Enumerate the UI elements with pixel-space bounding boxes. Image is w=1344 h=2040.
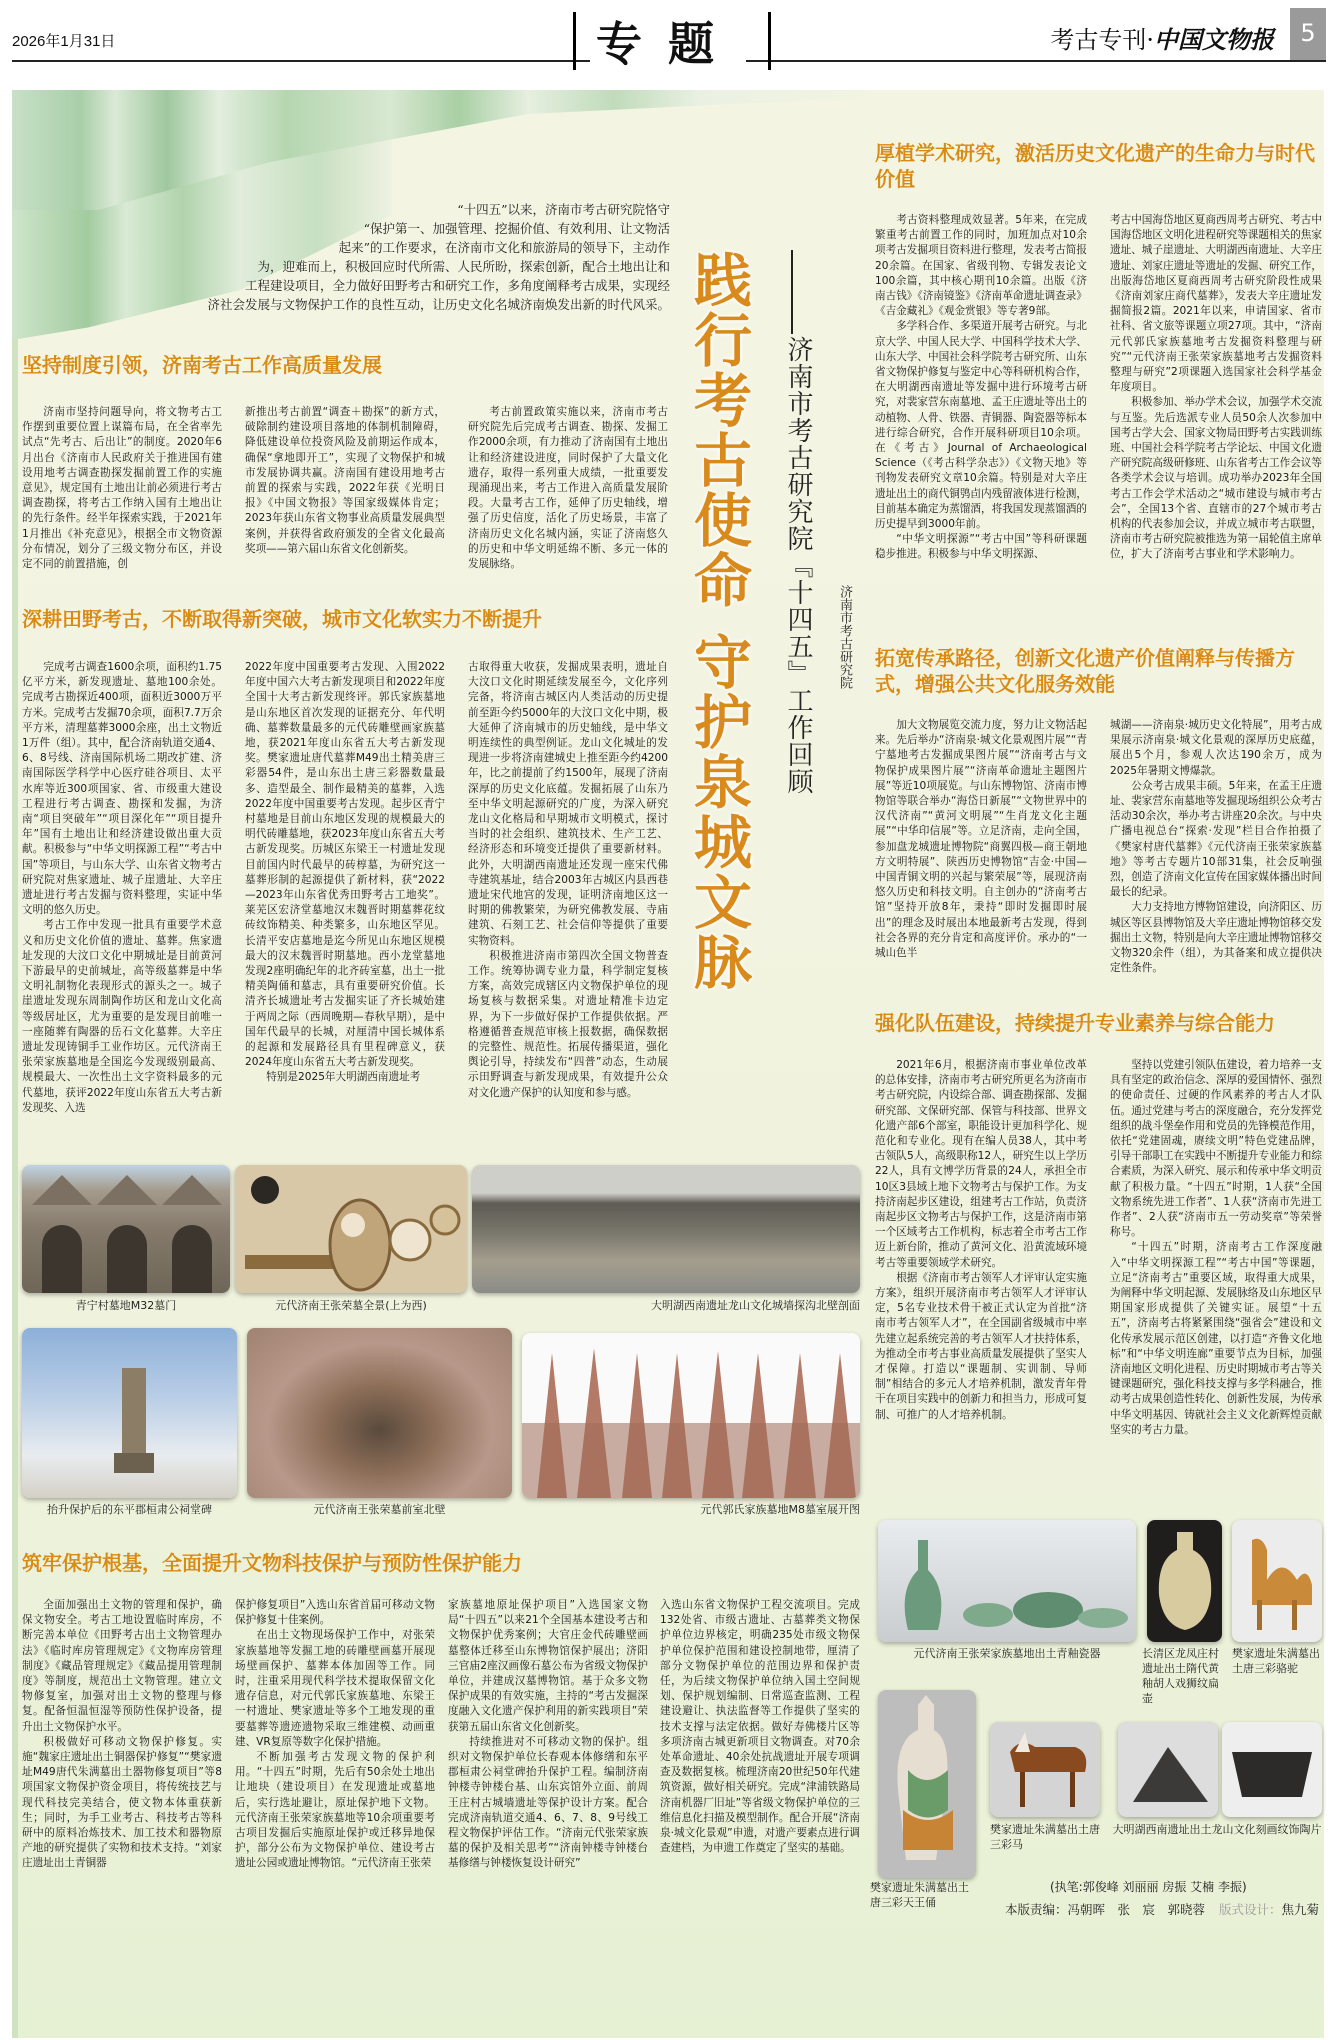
paragraph: 特别是2025年大明湖西南遗址考 bbox=[266, 1071, 421, 1084]
photo-caption: 元代郭氏家族墓地M8墓室展开图 bbox=[700, 1503, 860, 1516]
horse-illustration bbox=[990, 1722, 1100, 1817]
photo-caption: 大明湖西南遗址龙山文化城墙探沟北壁剖面 bbox=[651, 1299, 860, 1312]
intro-line: 济社会发展与文物保护工作的良性互动，让历史文化名城济南焕发出新的时代风采。 bbox=[207, 297, 670, 312]
feature-main-title: 践行考古使命 守护泉城文脉 bbox=[684, 250, 752, 993]
photo-heavenly-king bbox=[878, 1690, 976, 1878]
feature-subtitle: 济南市考古研究院『十四五』工作回顾 bbox=[783, 336, 813, 795]
issue-date: 2026年1月31日 bbox=[12, 33, 116, 50]
photo-m8-unfolded bbox=[522, 1333, 860, 1498]
paragraph: 不断加强考古发现文物的保护利用。“十四五”时期，先后有50余处土地出让地块（建设项目）在发现遗址或墓地后，实行选址避让，原址保护地下文物。元代济南王张荣家族墓地等10余项重要考古项目发掘后实施原址保护或迁移异地保护，部分公布为文物保护单位、建设考古遗址公园或遗址博物馆。“元代济南王张荣 bbox=[235, 1751, 435, 1870]
paragraph: 保护修复项目”入选山东省首届可移动文物保护修复十佳案例。 bbox=[235, 1599, 435, 1627]
intro-line: 为，迎难而上，积极回应时代所需、人民所盼，探索创新，配合土地出让和 bbox=[257, 259, 670, 274]
section-heading: 强化队伍建设，持续提升专业素养与综合能力 bbox=[875, 1011, 1275, 1035]
paragraph: 考古资料整理成效显著。5年来，在完成繁重考古前置工作的同时，加班加点对10余项考古发掘项目资料进行整理，发表考古简报20余篇。在国家、省级刊物、专辑发表论文100余篇，其中核心期刊10余篇。出版《济南古钱》《济南镜鉴》《济南革命遗址调查录》《吉金藏礼》《观金赏银》等专著9部。 bbox=[875, 214, 1087, 318]
photo-caption: 长清区龙凤庄村遗址出土隋代黄釉胡人戏狮纹扁壶 bbox=[1142, 1647, 1219, 1705]
brand-logo: 中国文物报 bbox=[1154, 25, 1274, 54]
editors-credit bbox=[1005, 1900, 1319, 1918]
article-column bbox=[448, 1598, 648, 2008]
editors-names: 冯朝晖 张 宸 郭晓蓉 bbox=[1067, 1902, 1206, 1917]
header-divider-right bbox=[768, 12, 771, 70]
tomb-plan-illustration bbox=[235, 1165, 467, 1293]
photo-zhangrong-tomb bbox=[235, 1165, 467, 1293]
section-title: 专题 bbox=[590, 8, 746, 74]
paragraph: 城湖——济南泉·城历史文化特展”，用考古成果展示济南泉·城文化景观的深厚历史底蕴，展出5个月，参观人次达190余万，成为2025年暑期文博爆款。 bbox=[1110, 719, 1322, 777]
shard-illustration bbox=[1222, 1722, 1322, 1817]
paragraph: “十四五”时期，济南考古工作深度融入“中华文明探源工程”“考古中国”等课题，立足“济南考古”重要区域，取得重大成果，为阐释中华文明起源、发展脉络及山东地区早期国家形成提供了关键实证。展望“十五五”，济南考古将紧紧围绕“强省会”建设和文化传承发展示范区创建，以打造“齐鲁文化地标”和“中华文明连廊”重要节点为目标，加强济南地区文明化进程、历史时期城市考古等关键课题研究，强化科技支撑与多学科融合，推动考古成果创造性转化、创新性发展，为传承中华文明基因、铸就社会主义文化新辉煌贡献坚实的考古力量。 bbox=[1110, 1241, 1322, 1436]
article-column bbox=[468, 405, 668, 590]
column-name: 考古专刊· bbox=[1050, 26, 1154, 54]
photo-horse bbox=[990, 1722, 1100, 1817]
photo-stele bbox=[22, 1328, 237, 1498]
photo-caption: 樊家遗址朱满墓出土唐三彩天王俑 bbox=[870, 1881, 969, 1909]
mural-unfolded-illustration bbox=[522, 1333, 860, 1498]
article-column bbox=[245, 405, 445, 590]
photo-camel bbox=[1232, 1520, 1322, 1642]
shard-illustration bbox=[1118, 1722, 1218, 1817]
header-divider-left bbox=[573, 12, 576, 70]
photo-pottery-shard-1 bbox=[1118, 1722, 1218, 1817]
design-label: 版式设计： bbox=[1219, 1902, 1282, 1917]
paragraph: 考古工作中发现一批具有重要学术意义和历史文化价值的遗址、墓葬。焦家遗址发现的大汶口文化中期城址是目前黄河下游最早的史前城址，高等级墓葬是中华文明礼制物化表现形式的源头之一。城子崖遗址发现东周制陶作坊区和龙山文化高等级居址区，尤为重要的是发现目前唯一一座随葬有陶器的岳石文化墓葬。大辛庄遗址发现铸铜手工业作坊区。元代济南王张荣家族墓地是全国迄今发现级别最高、规模最大、一次性出土文字资料最多的元代墓地，获评2022年度山东省五大考古新发现奖、入选 bbox=[22, 919, 222, 1114]
photo-tomb-north-wall bbox=[247, 1328, 512, 1498]
photo-caption: 抬升保护后的东平郡桓肃公祠堂碑 bbox=[47, 1503, 212, 1516]
paragraph: 考古中国海岱地区夏商西周考古研究、考古中国海岱地区文明化进程研究等课题相关的焦家遗址、城子崖遗址、大明湖西南遗址、大辛庄遗址、刘家庄遗址等遗址的发掘、研究工作，出版海岱地区夏商西周考古研究阶段性成果《济南刘家庄商代墓葬》，发表大辛庄遗址发掘简报2篇。2021年以来，申请国家、省市社科、省文旅等课题立项27项。其中，“济南元代郭氏家族墓地考古发掘资料整理与研究”“元代济南王张荣家族墓地考古发掘资料整理与研究”2项课题入选国家社会科学基金年度项目。 bbox=[1110, 214, 1322, 394]
article-column bbox=[875, 1058, 1087, 1513]
subtitle-dash bbox=[791, 250, 793, 334]
paragraph: 坚持以党建引领队伍建设，着力培养一支具有坚定的政治信念、深厚的爱国情怀、强烈的使命责任、过硬的作风素养的考古人才队伍。通过党建与考古的深度融合，充分发挥党组织的战斗堡垒作用和党员的先锋模范作用，依托“党建固魂，赓续文明”特色党建品牌，引导干部职工在实践中不断提升专业能力和综合素质，为深入研究、展示和传承中华文明贡献了积极力量。“十四五”时期，1人获“全国文物系统先进工作者”、1人获“济南市先进工作者”、2人获“济南市五一劳动奖章”等荣誉称号。 bbox=[1110, 1059, 1322, 1239]
intro-line: “保护第一、加强管理、挖掘价值、有效利用、让文物活 bbox=[363, 221, 670, 236]
intro-line: 工程建设项目，全力做好田野考古和研究工作，多角度阐释考古成果，实现经 bbox=[244, 278, 670, 293]
celadon-illustration bbox=[878, 1520, 1136, 1642]
writers-credit: (执笔:郭俊峰 刘丽丽 房振 艾楠 李振) bbox=[1050, 1880, 1247, 1894]
author-org: 济南市考古研究院 bbox=[837, 585, 852, 689]
article-column bbox=[1110, 718, 1322, 988]
flask-illustration bbox=[1147, 1520, 1222, 1642]
masthead bbox=[1042, 20, 1274, 55]
photo-caption: 樊家遗址朱满墓出土唐三彩马 bbox=[990, 1823, 1100, 1851]
camel-illustration bbox=[1232, 1520, 1322, 1642]
article-column bbox=[1110, 213, 1322, 633]
paragraph: 根据《济南市考古领军人才评审认定实施方案》，组织开展济南市考古领军人才评审认定，5名专业技术骨干被正式认定为首批“济南市考古领军人才”，在全国副省级城市中率先建立起系统完善的考古领军人才扶持体系，为推动全市考古事业高质量发展提供了坚实人才保障。打造以“课题制、实训制、导师制”相结合的多元人才培养机制，激发青年骨干在项目实践中的创新力和担当力，形成可复制、可推广的人才培养机制。 bbox=[875, 1271, 1087, 1421]
photo-caption: 元代济南王张荣家族墓地出土青釉瓷器 bbox=[913, 1647, 1101, 1660]
paragraph: 全面加强出土文物的管理和保护，确保文物安全。考古工地设置临时库房，不断完善本单位《田野考古出土文物管理办法》《临时库房管理规定》《文物库房管理制度》《藏品管理规定》《藏品提用管理制度》等制度，规范出土文物管理。建立文物修复室，加强对出土文物的整理与修复。配备恒温恒湿等预防性保护设备，提升出土文物保护水平。 bbox=[22, 1599, 222, 1733]
section-heading: 厚植学术研究，激活历史文化遗产的生命力与时代价值 bbox=[875, 141, 1315, 191]
paragraph: 积极推进济南市第四次全国文物普查工作。统筹协调专业力量，科学制定复核方案，高效完成辖区内文物保护单位的现场复核与数据采集。对遗址精准卡边定界，为下一步做好保护工作提供依据。严格遵循普查规范审核上报数据，确保数据的完整性、规范性。拓展传播渠道，强化舆论引导，持续发布“四普”动态，生动展示田野调查与新发现成果，有效提升公众对文化遗产保护的认知度和参与感。 bbox=[468, 949, 668, 1099]
paragraph: “中华文明探源”“考古中国”等科研课题稳步推进。积极参与中华文明探源、 bbox=[875, 533, 1087, 561]
section-heading: 深耕田野考古，不断取得新突破，城市文化软实力不断提升 bbox=[22, 607, 542, 631]
article-column bbox=[235, 1598, 435, 2008]
photo-caption: 元代济南王张荣墓前室北壁 bbox=[313, 1503, 446, 1516]
photo-tomb-gate bbox=[22, 1165, 230, 1293]
page-number: 5 bbox=[1290, 8, 1326, 60]
heavenly-king-illustration bbox=[878, 1690, 976, 1878]
paragraph: 大力支持地方博物馆建设，向济阳区、历城区等区县博物馆及大辛庄遗址博物馆移交发掘出土文物，特别是向大辛庄遗址博物馆移交文物320余件（组），为其备案和成立提供决定性条件。 bbox=[1110, 901, 1322, 975]
intro-line: “十四五”以来，济南市考古研究院恪守 bbox=[457, 202, 670, 217]
paragraph: 新推出考古前置“调查＋勘探”的新方式，破除制约建设项目落地的体制机制障碍，降低建设单位投资风险及前期运作成本，确保“拿地即开工”，实现了文物保护和城市发展协调共赢。济南国有建设用地考古前置的探索与实践，2022年获《光明日报》《中国文物报》等国家级媒体肯定；2023年获山东省文物事业高质量发展典型案例，并获得省政府颁发的全省文化最高奖项——第六届山东省文化创新奖。 bbox=[245, 406, 445, 555]
section-heading: 筑牢保护根基，全面提升文物科技保护与预防性保护能力 bbox=[22, 1551, 522, 1575]
photo-caption: 元代济南王张荣墓全景(上为西) bbox=[275, 1299, 427, 1312]
tomb-gate-illustration bbox=[22, 1165, 230, 1293]
section-heading: 拓宽传承路径，创新文化遗产价值阐释与传播方式，增强公共文化服务效能 bbox=[875, 646, 1295, 696]
photo-pottery-shard-2 bbox=[1222, 1722, 1322, 1817]
paragraph: 公众考古成果丰硕。5年来，在孟王庄遗址、裴家营东南墓地等发掘现场组织公众考古活动30余次，举办考古讲座20余次。与中央广播电视总台“探索·发现”栏目合作拍摄了《樊家村唐代墓葬》《元代济南王张荣家族墓地》等考古专题片10部31集，社会反响强烈，创造了济南文化宣传在国家媒体播出时间最长的纪录。 bbox=[1110, 779, 1322, 899]
paragraph: 考古前置政策实施以来，济南市考古研究院先后完成考古调查、勘探、发掘工作2000余项，有力推动了济南国有土地出让和经济建设进度，同时保护了大量文化遗存，取得一系列重大成绩，一批重要发现涌现出来，考古工作进入高质量发展阶段。大量考古工作，延伸了历史轴线，增强了历史信度，活化了历史场景，丰富了济南历史文化名城内涵，实证了济南悠久的历史和中华文明延绵不断、多元一体的发展脉络。 bbox=[468, 406, 668, 571]
photo-celadon-ware bbox=[878, 1520, 1136, 1642]
paragraph: 家族墓地原址保护项目”入选国家文物局“十四五”以来21个全国基本建设考古和文物保护优秀案例；大官庄金代砖雕壁画墓整体迁移至山东博物馆保护展出；济阳三官庙2座汉画像石墓公布为省级文物保护单位，并建成汉墓博物馆。基于众多文物保护成果的有效实施，主持的“考古发掘深度融入文化遗产保护利用的新实践项目”荣获第五届山东省文化创新奖。 bbox=[448, 1599, 648, 1733]
paragraph: 在出土文物现场保护工作中，对张荣家族墓地等发掘工地的砖雕壁画墓开展现场壁画保护、墓葬本体加固等工作。同时，注重采用现代科学技术提取保留文化遗存信息，对元代郭氏家族墓地、东梁王一村遗址、樊家遗址等多个工地发现的重要墓葬等遗迹遗物采取三维建模、动画重建、VR复原等数字化保护措施。 bbox=[235, 1629, 435, 1748]
section-heading: 坚持制度引领，济南考古工作高质量发展 bbox=[22, 353, 382, 377]
editors-label: 本版责编： bbox=[1005, 1902, 1068, 1917]
photo-city-wall-section bbox=[472, 1165, 860, 1293]
paragraph: 多学科合作、多渠道开展考古研究。与北京大学、中国人民大学、中国科学技术大学、山东大学、中国社会科学院考古研究所、山东省文物保护修复与鉴定中心等科研机构合作，在大明湖西南遗址等发掘中进行环境考古研究，对裴家营东南墓地、孟王庄遗址等出土的动植物、人骨、铁器、青铜器、陶瓷器等标本进行综合研究，合作开展科研项目10余项。在《考古》Journal of Archaeological Science（《考古科学杂志》）《文物天地》等刊物发表研究文章10余篇。特别是对大辛庄遗址出土的商代铜鸮卣内残留液体进行检测，目前基本确定为蒸馏酒，将我国发现蒸馏酒的历史提早到3000年前。 bbox=[875, 320, 1087, 531]
photo-caption: 樊家遗址朱满墓出土唐三彩骆驼 bbox=[1232, 1647, 1320, 1675]
photo-flask bbox=[1147, 1520, 1222, 1642]
designer-name: 焦九菊 bbox=[1281, 1902, 1320, 1917]
paragraph: 持续推进对不可移动文物的保护。组织对文物保护单位长春观本体修缮和东平郡桓肃公祠堂碑抬升保护工程。编制济南钟楼寺钟楼台基、山东宾馆外立面、前周王庄村古城墙遗址等保护设计方案。配合完成济南轨道交通4、6、7、8、9号线工程文物保护评估工作。“济南元代张荣家族墓的保护及相关思考”“济南钟楼寺钟楼台基修缮与钟楼恢复设计研究” bbox=[448, 1735, 648, 1870]
paragraph: 完成考古调查1600余项，面积约1.75亿平方米，新发现遗址、墓地100余处。完成考古勘探近400项，面积近3000万平方米。完成考古发掘70余项，面积7.7万余平方米，清理墓葬3000余座，出土文物近1万件（组）。其中，配合济南轨道交通4、6、8号线、济南国际机场二期改扩建、济南国际医学科学中心医疗硅谷项目、太平水库等近300项国家、省、市级重大建设工程进行考古调查、勘探和发掘，为济南“项目突破年”“项目深化年”“项目提升年”国有土地出让和经济建设做出重大贡献。积极参与“中华文明探源工程”“考古中国”等项目，与山东大学、山东省文物考古研究院对焦家遗址、城子崖遗址、大辛庄遗址进行考古发掘与资料整理，实证中华文明的悠久历史。 bbox=[22, 661, 222, 917]
article-column bbox=[875, 718, 1087, 988]
article-column bbox=[22, 660, 222, 1160]
paragraph: 加大文物展览交流力度，努力让文物活起来。先后举办“济南泉·城文化景观图片展”“青宁墓地考古发掘成果图片展”“济南考古与文物保护成果图片展”“济南革命遗址主题图片展”等近10项展览。与山东博物馆、济南市博物馆等联合举办“海岱日新展”“文物世界中的汉代济南”“黄河文明展”“生肖龙文化主题展”“中华印信展”等。立足济南，走向全国，参加盘龙城遗址博物院“商翼四极—商王朝地方文明特展”、陕西历史博物馆“吉金·中国—中国青铜文明的兴起与繁荣展”等，展现济南悠久历史和科技文明。自主创办的“济南考古馆”坚持开放8年，秉持“即时发掘即时展出”的理念及时展出本地最新考古发现，得到社会各界的充分肯定和高度评价。承办的“一城山色半 bbox=[875, 719, 1087, 960]
photo-caption: 大明湖西南遗址出土龙山文化刻画纹饰陶片 bbox=[1112, 1823, 1322, 1836]
paragraph: 2021年6月，根据济南市事业单位改革的总体安排，济南市考古研究所更名为济南市考古研究院，内设综合部、调查勘探部、发掘研究部、文保研究部、保管与科技部、世界文化遗产部6个部室，职能设计更加科学化、规范化和专业化。现有在编人员38人，其中考古领队5人，高级职称12人，研究生以上学历22人，具有文博学历背景的24人，承担全市10区3县域上地下文物考古与保护工作。为支持济南起步区建设，组建考古工作站，负责济南起步区文物考古与保护工作，这是济南市第一个区域考古工作机构，标志着全市考古工作迈上新台阶，推动了黄河文化、沿黄流域环境考古等重要领域学术研究。 bbox=[875, 1059, 1087, 1269]
paragraph: 2022年度中国重要考古发现、入围2022年度中国六大考古新发现项目和2022年度全国十大考古新发现终评。郭氏家族墓地是山东地区首次发现的证据充分、年代明确、墓葬数量最多的元代砖雕壁画家族墓地，获2021年度山东省五大考古新发现奖。樊家遗址唐代墓葬M49出土精美唐三彩器54件，是山东出土唐三彩器数量最多、造型最全、制作最精美的墓葬，入选2022年度中国重要考古发现。起步区青宁村墓地是目前山东地区发现的规模最大的明代砖雕墓地，获2023年度山东省五大考古新发现奖。历城区东梁王一村遗址发现目前国内时代最早的砖椁墓，为研究这一墓葬形制的起源提供了新材料，获“2022—2023年山东省优秀田野考古工地奖”。莱芜区宏济堂墓地汉末魏晋时期墓葬花纹砖纹饰精美、种类繁多，山东地区罕见。长清平安店墓地是迄今所见山东地区规模最大的汉末魏晋时期墓地。西小龙堂墓地发现2座明确纪年的北齐砖室墓，出土一批精美陶俑和墓志，具有重要研究价值。长清齐长城遗址考古发掘实证了齐长城始建于两周之际（西周晚期—春秋早期），是中国年代最早的长城，对厘清中国长城体系的起源和发展路径具有里程碑意义，获2024年度山东省五大考古新发现奖。 bbox=[245, 661, 445, 1069]
article-column bbox=[468, 660, 668, 1160]
paragraph: 古取得重大收获，发掘成果表明，遗址自大汶口文化时期延续发展至今，文化序列完备，将济南古城区内人类活动的历史提前至距今约5000年的大汶口文化中期，极大延伸了济南城市的历史轴线，是中华文明连续性的典型例证。龙山文化城址的发现进一步将济南建城史上推至距今约4200年，比之前提前了约1500年，展现了济南深厚的历史文化底蕴。发掘拓展了山东乃至中华文明起源研究的广度，为深入研究龙山文化格局和早期城市文明模式，探讨当时的社会组织、建筑技术、生产工艺、经济形态和环境变迁提供了重要新材料。此外，大明湖西南遗址还发现一座宋代佛寺建筑基址，结合2003年古城区内县西巷遗址宋代地宫的发现，证明济南地区这一时期的佛教繁荣，为研究佛教发展、寺庙建筑、石刻工艺、社会信仰等提供了重要实物资料。 bbox=[468, 661, 668, 947]
paragraph: 入选山东省文物保护工程交流项目。完成132处省、市级古遗址、古墓葬类文物保护单位边界核定，明确235处市级文物保护单位保护范围和建设控制地带，厘清了部分文物保护单位的范围边界和保护责任，为后续文物保护单位纳入国土空间规划、保护规划编制、日常巡查监测、工程建设避让、执法监督等工作提供了坚实的技术支撑与法定依据。做好寿佛楼片区等多项济南古城更新项目文物调查。对70余处革命遗址、40余处抗战遗址开展专项调查及数据复核。梳理济南20世纪50年代建筑资源，做好相关研究。完成“津浦铁路局济南机器厂旧址”等省级文物保护单位的三维信息化扫描及模型制作。配合开展“济南泉·城文化景观”申遗，对遗产要素点进行调查建档，为申遗工作奠定了坚实的基础。 bbox=[660, 1599, 860, 1855]
stele-illustration bbox=[22, 1328, 237, 1498]
article-column bbox=[1110, 1058, 1322, 1513]
intro-line: 起来”的工作要求，在济南市文化和旅游局的领导下，主动作 bbox=[338, 240, 670, 255]
article-column bbox=[245, 660, 445, 1160]
paragraph: 济南市坚持问题导向，将文物考古工作摆到重要位置上谋篇布局，在全省率先试点“先考古、后出让”的制度。2020年6月出台《济南市人民政府关于推进国有建设用地考古调查勘探发掘前置工作的实施意见》，规定国有土地出让前必须进行考古调查勘探，将考古工作纳入国有土地出让的先行条件。经半年探索实践，于2021年1月推出《补充意见》，根据全市文物资源分布情况，划分了三级文物分布区，并设定不同的前置措施，创 bbox=[22, 406, 222, 571]
paragraph: 积极做好可移动文物保护修复。实施“魏家庄遗址出土铜器保护修复”“樊家遗址M49唐代朱满墓出土器物修复项目”等8项国家文物保护资金项目，将传统技艺与现代科技完美结合，使文物本体重获新生；同时，为手工业考古、科技考古等科研中的原料冶炼技术、加工技术和器物原产地的研究提供了实物和技术支持。“刘家庄遗址出土青铜器 bbox=[22, 1735, 222, 1870]
article-column bbox=[22, 1598, 222, 2008]
article-column bbox=[22, 405, 222, 590]
article-column bbox=[875, 213, 1087, 633]
article-column bbox=[660, 1598, 860, 2008]
paragraph: 积极参加、举办学术会议，加强学术交流与互鉴。先后选派专业人员50余人次参加中国考古学大会、国家文物局田野考古实践训练班、中国社会科学院考古学论坛、中国文化遗产研究院高级研修班、山东省考古工作会议等各类学术会议与培训。成功举办2023年全国考古工作会学术活动之“城市建设与城市考古会”，全国13个省、直辖市的27个城市考古机构的代表参加会议，并成立城市考古联盟，济南市考古研究院被推选为第一届轮值主席单位，扩大了济南考古事业和学术影响力。 bbox=[1110, 396, 1322, 561]
photo-caption: 青宁村墓地M32墓门 bbox=[75, 1299, 177, 1312]
intro-text bbox=[130, 200, 670, 314]
